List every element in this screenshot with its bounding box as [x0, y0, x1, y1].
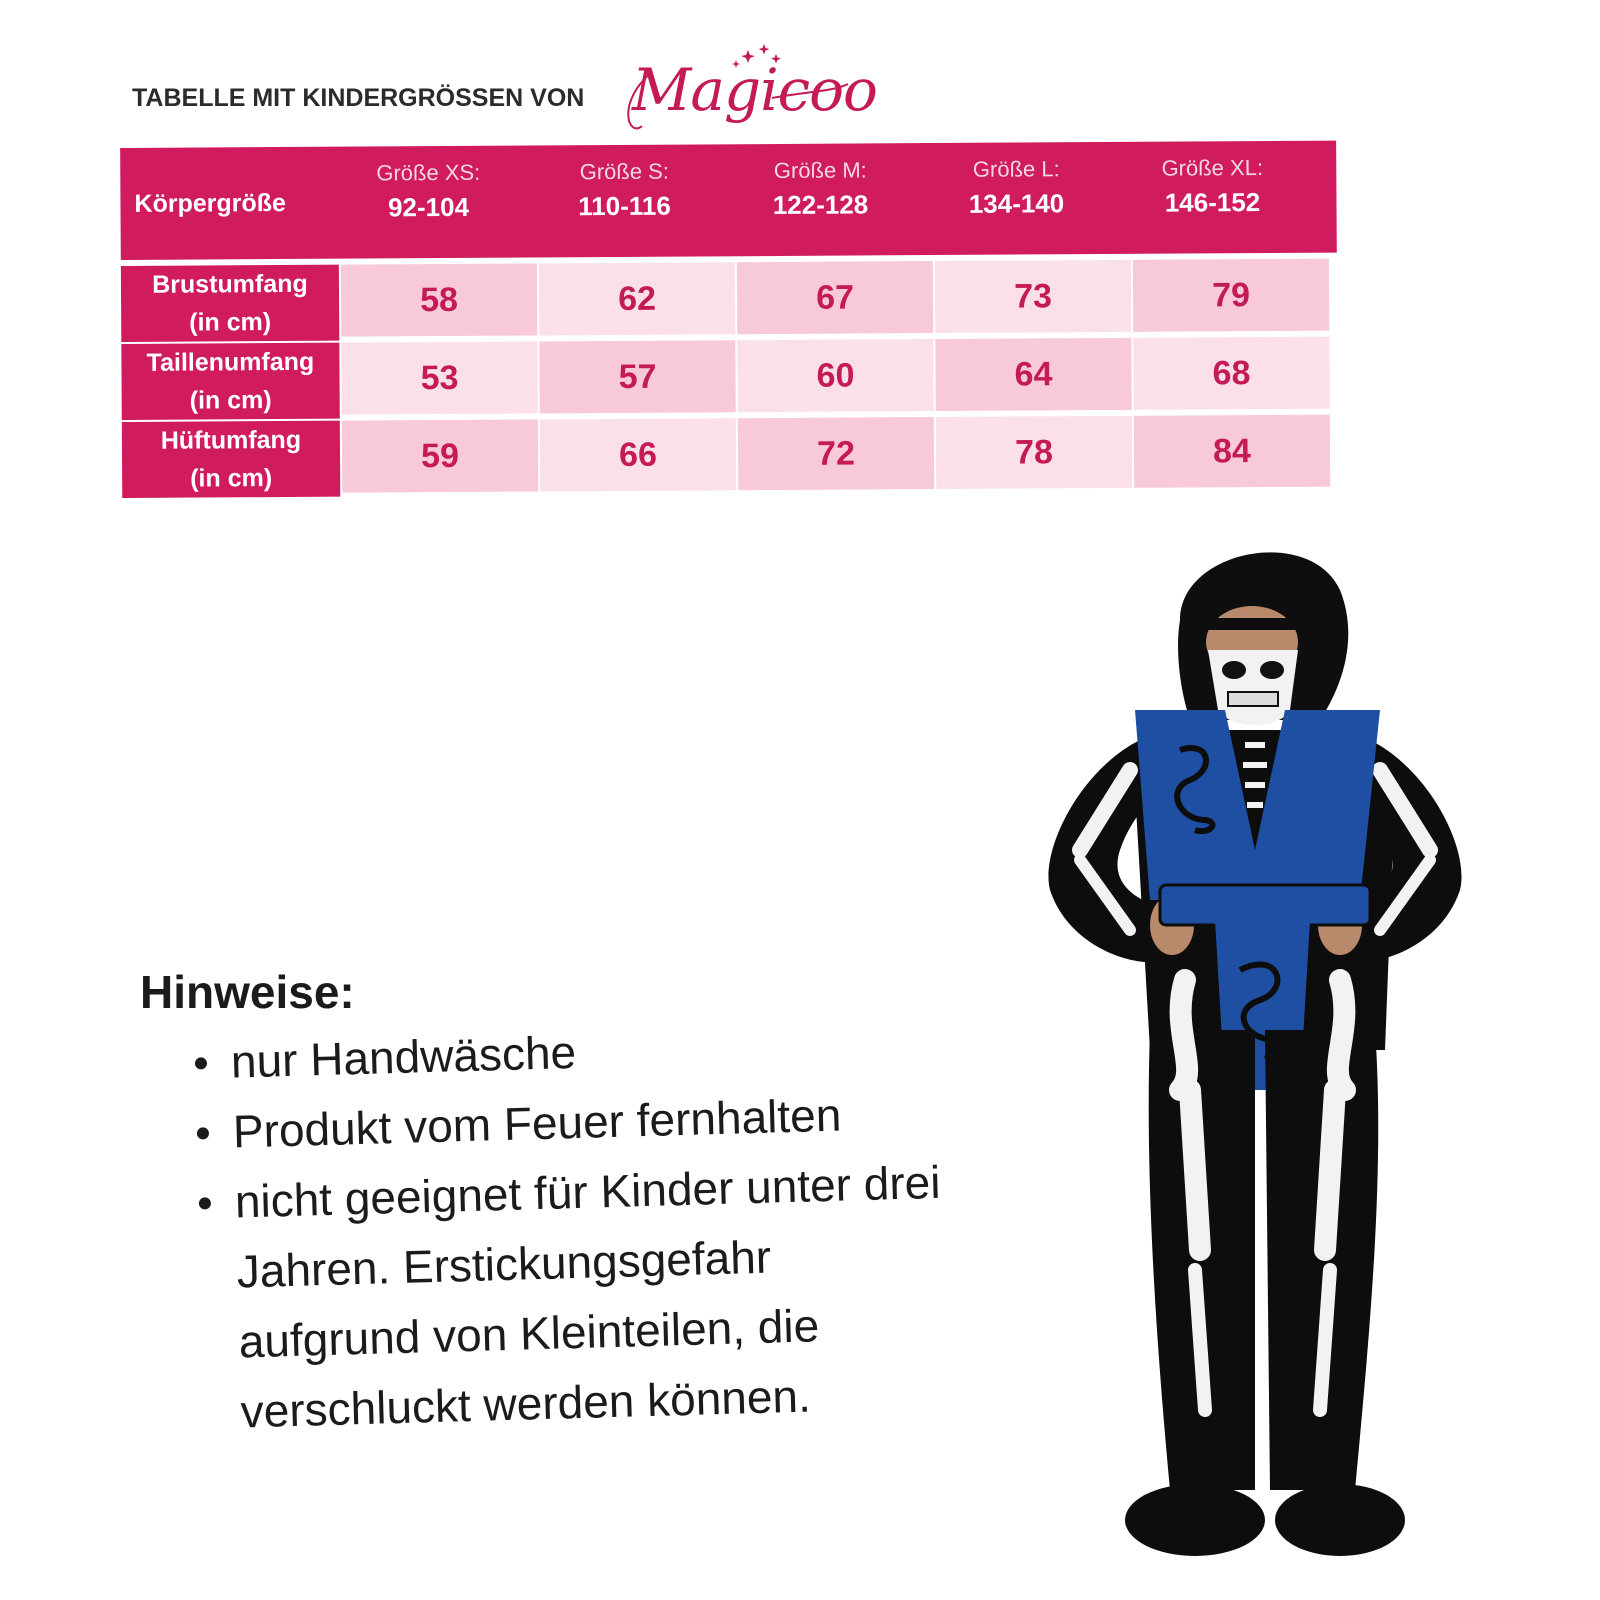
size-column-header [524, 158, 724, 222]
bullet-icon [195, 1057, 207, 1069]
table-cell: 73 [935, 260, 1131, 333]
size-name: Größe M: [773, 157, 867, 184]
notes-heading: Hinweise: [140, 966, 355, 1018]
row-label-unit: (in cm) [189, 308, 272, 337]
size-column-header [916, 156, 1116, 220]
size-range: 134-140 [968, 188, 1065, 219]
size-column-header [328, 160, 528, 224]
table-cell: 59 [342, 419, 538, 492]
table-cell: 60 [737, 339, 933, 412]
note-text: nur Handwäsche [230, 1025, 577, 1088]
bullet-icon [197, 1127, 209, 1139]
page-title: TABELLE MIT KINDERGRÖSSEN VON [132, 84, 585, 112]
table-cell: 78 [936, 416, 1132, 489]
table-row [122, 415, 1338, 498]
table-cell: 53 [341, 341, 537, 414]
costume-photo [1040, 530, 1510, 1570]
row-label-unit: (in cm) [189, 386, 272, 415]
table-header-row [120, 141, 1337, 260]
size-name: Größe XS: [376, 159, 481, 186]
table-cell: 68 [1133, 337, 1329, 410]
height-header-label: Körpergröße [134, 188, 286, 218]
table-cell: 72 [738, 417, 934, 490]
table-cell: 57 [539, 340, 735, 413]
table-row [121, 337, 1337, 420]
size-range: 122-128 [772, 189, 869, 221]
table-cell: 66 [540, 418, 736, 491]
table-cell: 84 [1134, 415, 1330, 488]
table-cell: 64 [935, 338, 1131, 411]
row-label [122, 421, 340, 498]
row-label [121, 343, 339, 420]
row-label-line: Hüftumfang [160, 425, 302, 455]
size-column-header [1112, 155, 1312, 219]
row-label-line: Taillenumfang [146, 347, 315, 377]
notes-list [180, 1007, 951, 1448]
size-range: 146-152 [1164, 187, 1261, 218]
row-label-unit: (in cm) [190, 464, 273, 493]
size-range: 110-116 [578, 190, 671, 222]
note-text: nicht geeignet für Kinder unter drei Jahren. Erstickungsgefahr aufgrund von Kleinteilen, die verschluckt werden können. [234, 1155, 942, 1438]
table-cell: 79 [1133, 259, 1329, 332]
logo-wordmark: Magicoo [632, 56, 877, 124]
list-item [184, 1147, 952, 1448]
table-cell: 62 [539, 262, 735, 335]
note-text: Produkt vom Feuer fernhalten [232, 1088, 842, 1158]
row-label [121, 265, 339, 342]
table-row [121, 259, 1337, 342]
bullet-icon [199, 1197, 211, 1209]
row-label-line: Brustumfang [152, 269, 308, 299]
size-name: Größe S: [579, 158, 669, 185]
size-column-header [720, 157, 920, 221]
size-range: 92-104 [387, 191, 470, 223]
size-name: Größe XL: [1161, 155, 1264, 181]
table-cell: 67 [737, 261, 933, 334]
size-name: Größe L: [972, 156, 1060, 182]
table-cell: 58 [341, 263, 537, 336]
size-chart-table [120, 119, 1338, 500]
